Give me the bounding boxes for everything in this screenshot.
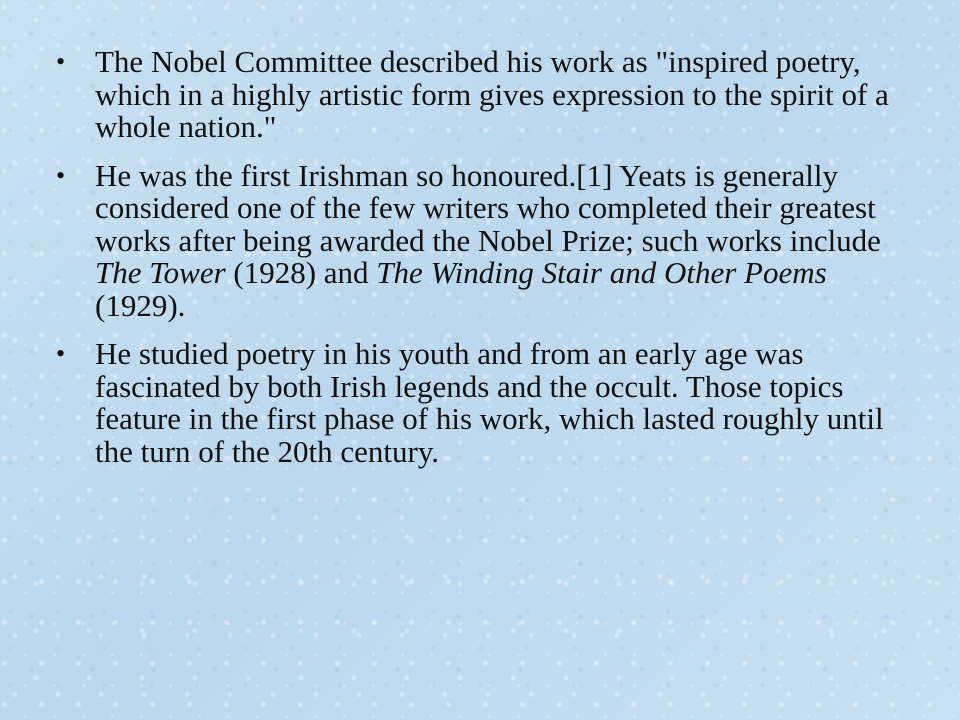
- text-segment: He was the first Irishman so honoured.[1] Yeats is generally considered one of the few writers who completed their greatest works after being awarded the Nobel Prize; such works include: [95, 157, 881, 258]
- text-segment: (1929).: [95, 287, 186, 323]
- bullet-text: [95, 158, 881, 323]
- text-segment: The Nobel Committee described his work as "inspired poetry, which in a highly artistic form gives expression to the spirit of a whole nation.": [95, 44, 889, 144]
- text-segment: (1928) and: [225, 255, 377, 290]
- bullet-icon: •: [56, 160, 66, 190]
- bullet-text: [95, 44, 889, 144]
- bullet-item-nobel-committee: [56, 46, 908, 144]
- bullet-text: [95, 336, 884, 469]
- work-title-winding-stair: The Winding Stair and Other Poems: [376, 255, 827, 290]
- bullet-list: [56, 46, 908, 484]
- bullet-item-first-irishman: [56, 157, 908, 323]
- bullet-item-studied-poetry: [56, 338, 908, 468]
- work-title-the-tower: The Tower: [95, 255, 226, 290]
- bullet-icon: •: [56, 339, 66, 368]
- text-segment: He studied poetry in his youth and from an early age was fascinated by both Irish legends and the occult. Those topics feature in the first phase of his work, which lasted roughly until the turn of the 20th century.: [95, 336, 884, 469]
- bullet-icon: •: [56, 47, 66, 76]
